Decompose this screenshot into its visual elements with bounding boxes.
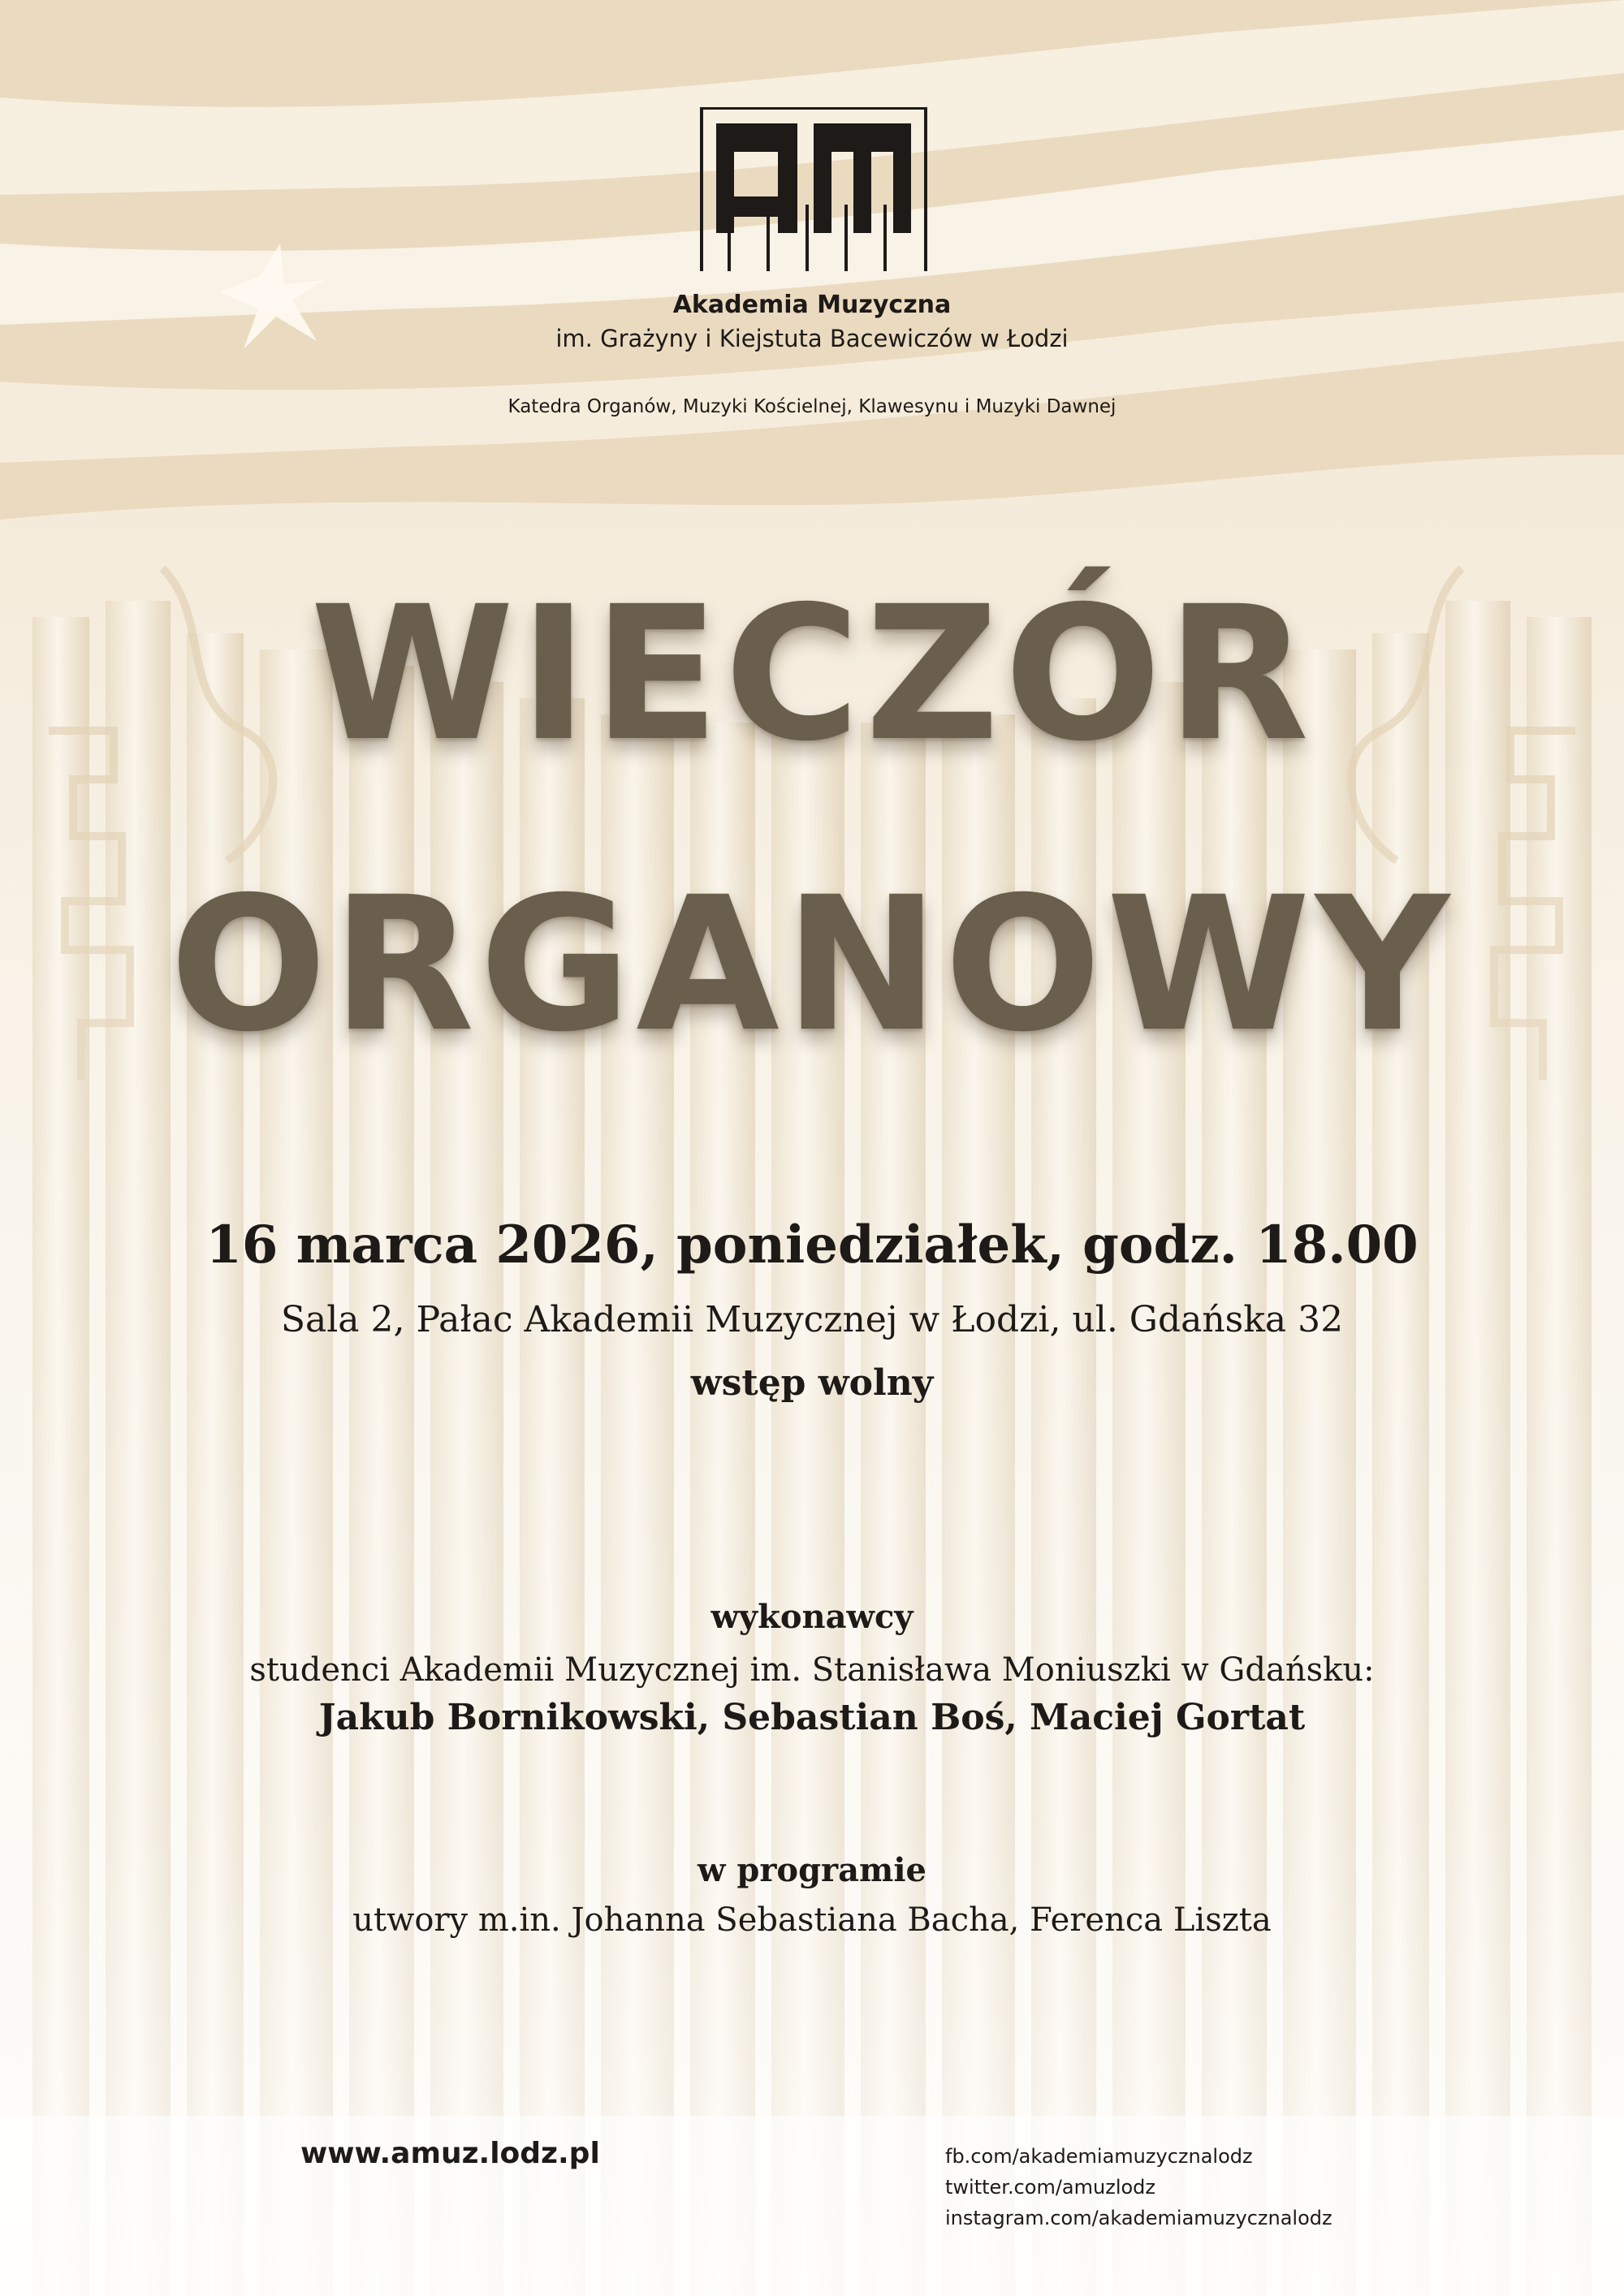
program-heading: w programie: [697, 1851, 926, 1889]
performers-heading: wykonawcy: [710, 1598, 914, 1636]
academy-logo: [700, 107, 927, 271]
instagram-link[interactable]: instagram.com/akademiamuzycznalodz: [945, 2207, 1332, 2229]
institution-subtitle: im. Grażyny i Kiejstuta Bacewiczów w Łodzi: [555, 325, 1069, 352]
department-name: Katedra Organów, Muzyki Kościelnej, Klawesynu i Muzyki Dawnej: [508, 396, 1116, 417]
program-text: utwory m.in. Johanna Sebastiana Bacha, Ferenca Liszta: [352, 1901, 1272, 1939]
facebook-link[interactable]: fb.com/akademiamuzycznalodz: [945, 2145, 1253, 2168]
event-venue: Sala 2, Pałac Akademii Muzycznej w Łodzi, ul. Gdańska 32: [280, 1299, 1344, 1340]
event-entry: wstęp wolny: [690, 1362, 934, 1404]
twitter-link[interactable]: twitter.com/amuzlodz: [945, 2176, 1156, 2199]
website-link[interactable]: www.amuz.lodz.pl: [300, 2137, 600, 2170]
institution-name: Akademia Muzyczna: [672, 291, 952, 319]
event-title-line1: WIECZÓR: [309, 566, 1315, 782]
event-title-line2: ORGANOWY: [169, 857, 1455, 1072]
event-date-time: 16 marca 2026, poniedziałek, godz. 18.00: [205, 1215, 1419, 1275]
performers-description: studenci Akademii Muzycznej im. Stanisława Moniuszki w Gdańsku:: [249, 1651, 1375, 1689]
performers-names: Jakub Bornikowski, Sebastian Boś, Maciej Gortat: [318, 1697, 1306, 1738]
